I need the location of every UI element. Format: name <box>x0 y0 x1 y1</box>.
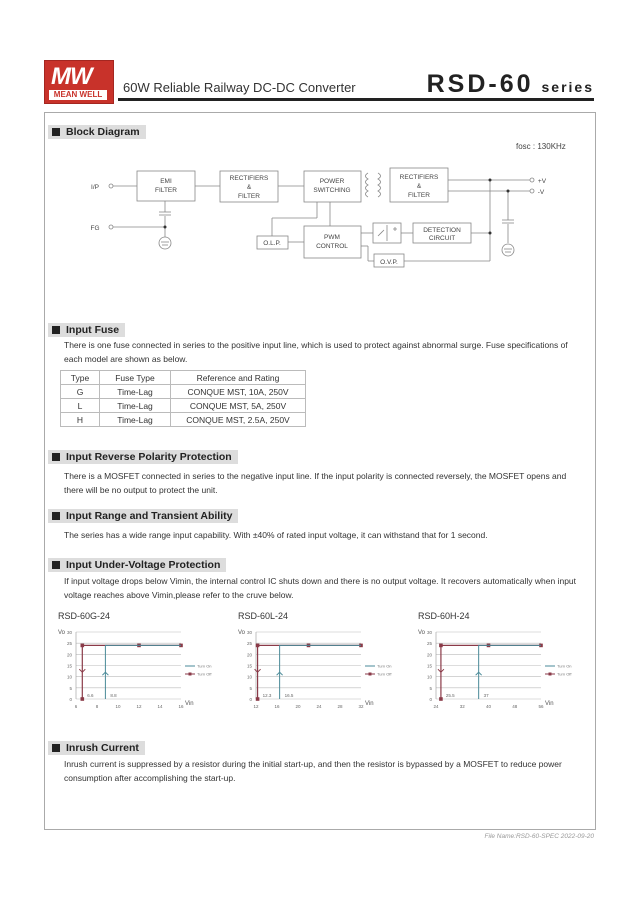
footer-file-name: File Name:RSD-60-SPEC 2022-09-20 <box>484 833 594 840</box>
power-label-1: POWER <box>319 178 345 185</box>
x-tick-label: 20 <box>295 704 301 709</box>
x-tick-label: 32 <box>459 704 465 709</box>
turn-on-line <box>280 645 361 699</box>
x-axis-label: Vin <box>185 701 194 707</box>
rect-out-label-1: RECTIFIERS <box>399 174 439 181</box>
y-axis-label: Vo <box>238 630 246 636</box>
turn-on-value-label: 16.5 <box>284 693 294 698</box>
legend-turn-off-label: Turn Off <box>197 671 212 677</box>
turn-off-value-label: 6.6 <box>87 693 94 698</box>
ip-label: I/P <box>91 184 99 191</box>
y-axis-label: Vo <box>58 630 66 636</box>
turn-on-value-label: 8.8 <box>110 693 117 698</box>
vplus-label: +V <box>537 178 547 185</box>
turn-off-point <box>439 697 443 701</box>
rect-out-label-3: FILTER <box>408 192 430 199</box>
fg-label: FG <box>90 225 100 232</box>
emi-label-2: FILTER <box>155 187 177 194</box>
y-tick-label: 20 <box>246 652 252 658</box>
inrush-text: Inrush current is suppressed by a resistor during the initial start-up, and then the resistor is bypassed by a MOSFET to reduce power consumption after accomplishing the start-up. <box>64 759 562 783</box>
y-tick-label: 30 <box>426 630 432 635</box>
turn-off-point <box>256 644 260 648</box>
x-tick-label: 48 <box>512 704 518 709</box>
x-tick-label: 8 <box>95 704 99 709</box>
turn-off-point <box>81 644 85 648</box>
col-type: Type <box>61 371 100 385</box>
x-tick-label: 32 <box>358 704 364 709</box>
rect-in-label-2: & <box>246 184 252 191</box>
section-reverse-polarity-heading: Input Reverse Polarity Protection <box>48 450 238 464</box>
x-axis-label: Vin <box>545 701 554 707</box>
y-tick-label: 10 <box>246 674 252 680</box>
x-tick-label: 40 <box>485 704 492 709</box>
cell: CONQUE MST, 2.5A, 250V <box>171 413 306 427</box>
detection-label-1: DETECTION <box>423 227 461 234</box>
turn-off-point <box>256 697 260 701</box>
rect-in-label-1: RECTIFIERS <box>229 175 269 182</box>
section-inrush-heading: Inrush Current <box>48 741 145 755</box>
y-tick-label: 5 <box>429 685 432 691</box>
section-block-diagram-heading: Block Diagram <box>48 125 146 139</box>
y-tick-label: 30 <box>66 630 72 635</box>
y-tick-label: 0 <box>249 697 252 702</box>
cell: G <box>61 385 100 399</box>
x-tick-label: 10 <box>115 704 121 709</box>
rect-in-label-3: FILTER <box>238 193 260 200</box>
x-tick-label: 56 <box>538 704 544 709</box>
y-tick-label: 25 <box>246 641 252 647</box>
rect-out-label-2: & <box>416 183 422 190</box>
x-tick-label: 6 <box>74 704 78 709</box>
legend-turn-on-label: Turn On <box>377 663 392 669</box>
turn-off-line <box>82 645 181 699</box>
x-tick-label: 12 <box>253 704 259 709</box>
detection-label-2: CIRCUIT <box>428 235 456 242</box>
x-tick-label: 28 <box>337 704 343 709</box>
pwm-label-1: PWM <box>324 234 340 241</box>
y-tick-label: 25 <box>426 641 432 647</box>
turn-off-point <box>81 697 85 701</box>
col-fuse-type: Fuse Type <box>100 371 171 385</box>
input-fuse-text: There is one fuse connected in series to the positive input line, which is used to protect against abnormal surge. Fuse specifications of each model are shown as below. <box>64 340 568 364</box>
y-tick-label: 15 <box>66 663 72 669</box>
under-voltage-text: If input voltage drops below Vimin, the internal control IC shuts down and there is no output voltage. It recovers automatically when input voltage reaches above Vimin,please refer to the cruve below. <box>64 576 577 600</box>
y-tick-label: 5 <box>249 685 252 691</box>
turn-off-line <box>258 645 361 699</box>
y-tick-label: 20 <box>426 652 432 658</box>
cell: Time-Lag <box>100 413 171 427</box>
turn-off-value-label: 25.5 <box>445 693 455 698</box>
pwm-label-2: CONTROL <box>316 243 348 250</box>
turn-off-line <box>441 645 541 699</box>
legend-turn-off-label: Turn Off <box>377 671 392 677</box>
ovp-label: O.V.P. <box>380 259 398 266</box>
turn-off-point <box>439 644 443 648</box>
x-axis-label: Vin <box>365 701 374 707</box>
y-tick-label: 20 <box>66 652 72 658</box>
cell: L <box>61 399 100 413</box>
chart-title-l: RSD-60L-24 <box>238 611 289 621</box>
col-reference: Reference and Rating <box>171 371 306 385</box>
y-tick-label: 30 <box>246 630 252 635</box>
turn-off-value-label: 12.3 <box>262 693 272 698</box>
turn-on-value-label: 37 <box>483 693 489 698</box>
section-input-fuse-heading: Input Fuse <box>48 323 125 337</box>
y-axis-label: Vo <box>418 630 426 636</box>
x-tick-label: 12 <box>136 704 142 709</box>
chart-title-g: RSD-60G-24 <box>58 611 111 621</box>
cell: H <box>61 413 100 427</box>
y-tick-label: 10 <box>426 674 432 680</box>
y-tick-label: 25 <box>66 641 72 647</box>
y-tick-label: 5 <box>69 685 72 691</box>
x-tick-label: 14 <box>157 704 163 709</box>
turn-on-line <box>105 645 181 699</box>
model-name: RSD-60 <box>426 70 534 98</box>
legend-turn-on-label: Turn On <box>557 663 572 669</box>
cell: Time-Lag <box>100 399 171 413</box>
reverse-polarity-text: There is a MOSFET connected in series to the negative input line. If the input polarity is connected reversely, the MOSFET opens and there will be no output to protect the unit. <box>64 471 567 495</box>
legend-turn-off-marker <box>549 673 552 676</box>
y-tick-label: 15 <box>426 663 432 669</box>
y-tick-label: 0 <box>69 697 72 702</box>
logo-mark: MW <box>51 63 92 90</box>
cell: Time-Lag <box>100 385 171 399</box>
y-tick-label: 0 <box>429 697 432 702</box>
x-tick-label: 24 <box>316 704 322 709</box>
fosc-label: fosc : 130KHz <box>516 142 566 151</box>
y-tick-label: 10 <box>66 674 72 680</box>
emi-label-1: EMI <box>160 178 172 185</box>
x-tick-label: 16 <box>178 704 184 709</box>
y-tick-label: 15 <box>246 663 252 669</box>
logo-name: MEAN WELL <box>49 90 107 100</box>
input-range-text: The series has a wide range input capability. With ±40% of rated input voltage, it can withstand that for 1 second. <box>64 530 488 540</box>
cell: CONQUE MST, 5A, 250V <box>171 399 306 413</box>
section-input-range-heading: Input Range and Transient Ability <box>48 509 238 523</box>
chart-title-h: RSD-60H-24 <box>418 611 470 621</box>
legend-turn-off-label: Turn Off <box>557 671 572 677</box>
legend-turn-on-label: Turn On <box>197 663 212 669</box>
x-tick-label: 16 <box>274 704 280 709</box>
x-tick-label: 24 <box>433 704 439 709</box>
legend-turn-off-marker <box>369 673 372 676</box>
turn-on-line <box>479 645 541 699</box>
document-subtitle: 60W Reliable Railway DC-DC Converter <box>123 80 356 95</box>
olp-label: O.L.P. <box>263 240 281 247</box>
power-label-2: SWITCHING <box>313 187 351 194</box>
cell: CONQUE MST, 10A, 250V <box>171 385 306 399</box>
vminus-label: -V <box>537 189 545 196</box>
section-under-voltage-heading: Input Under-Voltage Protection <box>48 558 226 572</box>
legend-turn-off-marker <box>189 673 192 676</box>
model-suffix: series <box>541 79 594 95</box>
